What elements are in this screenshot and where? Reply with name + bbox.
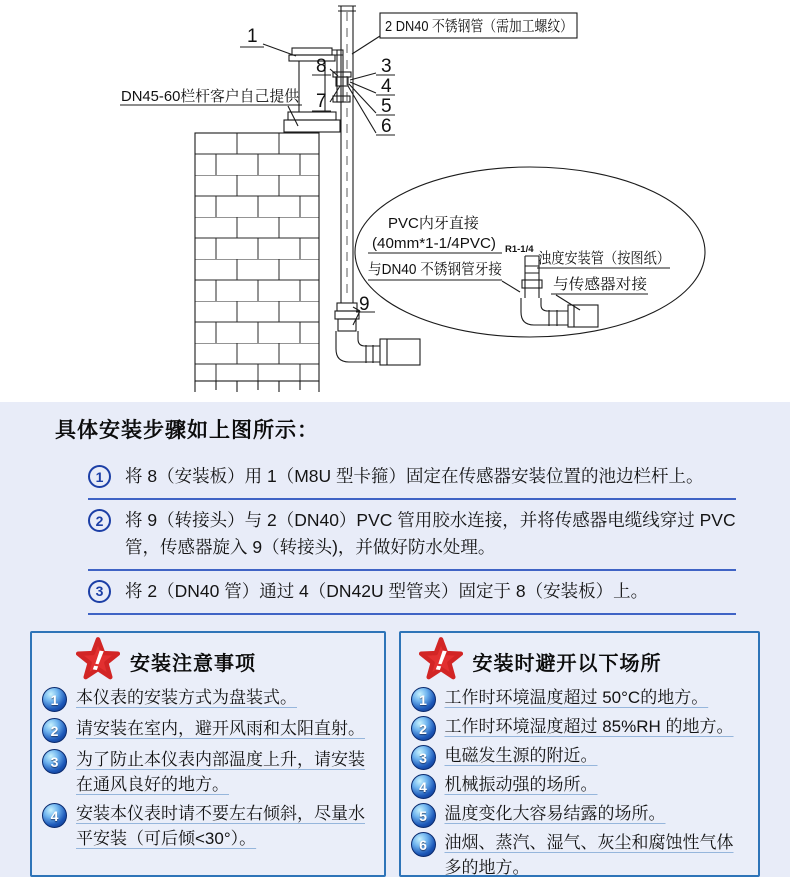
list-item <box>411 686 749 712</box>
item-number-badge: 2 <box>42 718 67 743</box>
list-item <box>411 802 749 828</box>
item-number-badge: 3 <box>42 749 67 774</box>
installation-notice-box <box>30 631 386 877</box>
step-text: 将 9（转接头）与 2（DN40）PVC 管用胶水连接，并将传感器电缆线穿过 PVC 管，传感器旋入 9（转接头)，并做好防水处理。 <box>125 510 736 557</box>
notice-box-title: 安装注意事项 <box>130 652 256 675</box>
installation-diagram <box>0 0 790 402</box>
pvc-detail-line2: (40mm*1-1/4PVC) <box>372 235 496 252</box>
sensor-tube-label-line2: 与传感器对接 <box>553 276 644 293</box>
notice-box-header <box>32 633 384 684</box>
callout-5-label: 5 <box>381 96 392 117</box>
item-text: 工作时环境湿度超过 85%RH 的地方。 <box>444 717 734 736</box>
item-text: 机械振动强的场所。 <box>444 775 598 794</box>
item-number-badge: 2 <box>411 716 436 741</box>
item-text: 温度变化大容易结露的场所。 <box>444 804 666 823</box>
notice-box-items <box>32 684 384 852</box>
step-number-badge: 2 <box>88 509 111 532</box>
step-text: 将 2（DN40 管）通过 4（DN42U 型管夹）固定于 8（安装板）上。 <box>125 580 649 601</box>
callout-9-label: 9 <box>359 294 370 315</box>
item-number-badge: 4 <box>42 803 67 828</box>
item-text: 请安装在室内，避开风雨和太阳直射。 <box>76 719 365 738</box>
callout-6-label: 6 <box>381 116 392 137</box>
item-text: 油烟、蒸汽、湿气、灰尘和腐蚀性气体多的地方。 <box>444 833 734 877</box>
warning-boxes-row <box>0 631 790 877</box>
list-item <box>42 717 374 743</box>
callout-3-label: 3 <box>381 56 392 77</box>
callout-7-label: 7 <box>316 91 327 112</box>
step-text: 将 8（安装板）用 1（M8U 型卡箍）固定在传感器安装位置的池边栏杆上。 <box>125 466 704 486</box>
dn40-pipe <box>338 6 356 303</box>
step-number-badge: 3 <box>88 580 111 603</box>
pvc-detail-line1: PVC内牙直接 <box>388 215 479 232</box>
list-item <box>42 686 374 712</box>
list-item <box>411 715 749 741</box>
list-item <box>411 831 749 877</box>
steps-heading: 具体安装步骤如上图所示： <box>55 419 319 442</box>
svg-text:!: ! <box>90 644 106 678</box>
pvc-detail-line3: 与DN40 不锈钢管牙接 <box>368 261 502 278</box>
item-text: 本仪表的安装方式为盘装式。 <box>76 688 297 707</box>
item-text: 安装本仪表时请不要左右倾斜，尽量水平安装（可后倾<30°）。 <box>76 804 365 848</box>
item-number-badge: 6 <box>411 832 436 857</box>
item-number-badge: 1 <box>411 687 436 712</box>
item-number-badge: 3 <box>411 745 436 770</box>
list-item <box>411 744 749 770</box>
warning-star-icon <box>419 636 463 680</box>
list-item <box>42 802 374 851</box>
item-number-badge: 5 <box>411 803 436 828</box>
step-row <box>88 456 736 500</box>
callout-4-label: 4 <box>381 76 392 97</box>
item-text: 工作时环境温度超过 50°C的地方。 <box>444 688 709 707</box>
thread-size-label: R1-1/4 <box>505 244 534 255</box>
avoid-box-title: 安装时避开以下场所 <box>472 652 662 675</box>
pipe-label: 2 DN40 不锈钢管（需加工螺纹） <box>385 18 573 35</box>
svg-text:!: ! <box>433 644 448 678</box>
item-text: 为了防止本仪表内部温度上升，请安装在通风良好的地方。 <box>76 750 365 794</box>
warning-star-icon <box>76 636 120 680</box>
callout-8-label: 8 <box>316 56 327 77</box>
item-text: 电磁发生源的附近。 <box>444 746 598 765</box>
avoid-box-header <box>401 633 759 684</box>
sensor-tube-label-line1: 浊度安装管（按图纸） <box>538 250 689 267</box>
rail-label: DN45-60栏杆客户自己提供 <box>121 88 302 105</box>
item-number-badge: 4 <box>411 774 436 799</box>
avoid-box-items <box>401 684 759 877</box>
installation-diagram-panel <box>0 0 790 402</box>
step-number-badge: 1 <box>88 465 111 488</box>
steps-list <box>88 456 736 615</box>
list-item <box>42 748 374 797</box>
brick-wall <box>195 133 319 392</box>
installation-steps-section <box>0 402 790 615</box>
step-row <box>88 500 736 571</box>
step-row <box>88 571 736 615</box>
item-number-badge: 1 <box>42 687 67 712</box>
installation-avoid-box <box>399 631 761 877</box>
list-item <box>411 773 749 799</box>
callout-1-label: 1 <box>247 26 258 47</box>
